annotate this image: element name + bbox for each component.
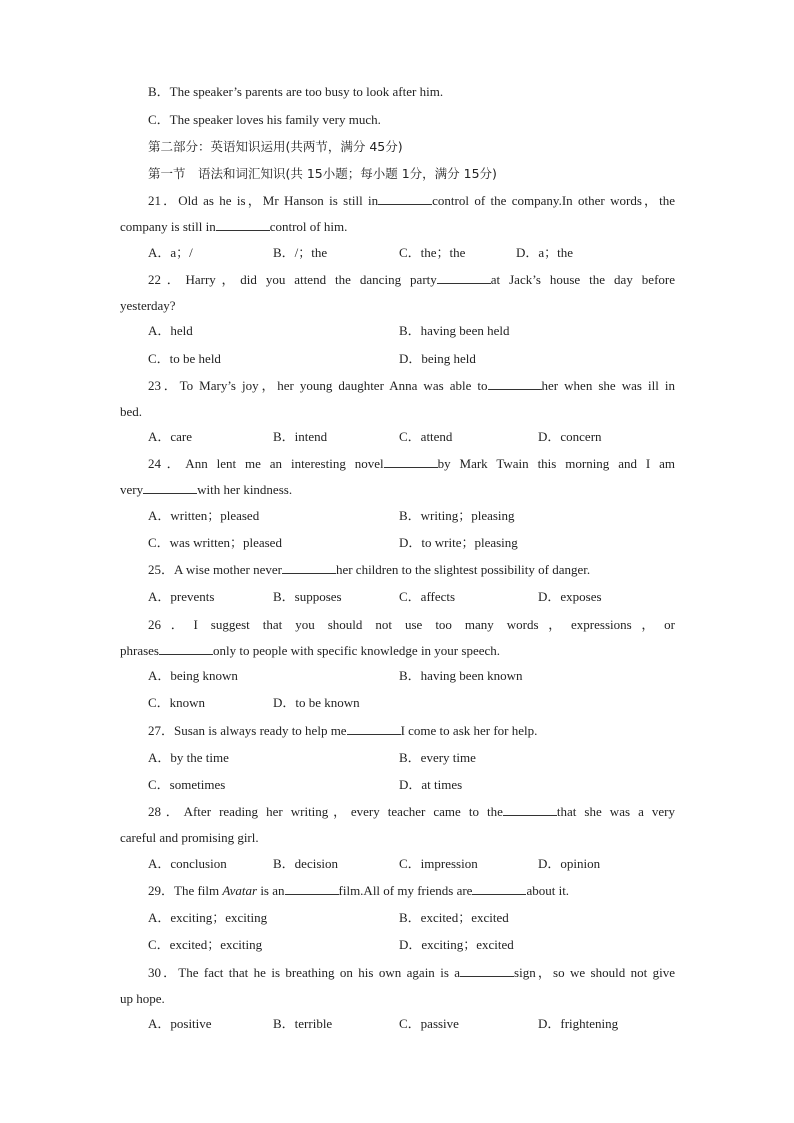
question-text: 23．To Mary’s joy，her young daughter Anna was able to	[148, 378, 488, 393]
option-d: D．at times	[399, 777, 463, 792]
option-d: D．a；the	[516, 245, 574, 260]
option-c: C．impression	[399, 856, 478, 871]
option-a: A．conclusion	[148, 856, 227, 871]
question-text: very	[120, 482, 144, 497]
option-c: C．to be held	[148, 351, 221, 366]
question-text: by Mark Twain this morning and I am	[437, 456, 675, 471]
question-text: at Jack’s house the day before	[490, 272, 675, 287]
question-text: her children to the slightest possibility of danger.	[335, 562, 591, 577]
option-b: B．supposes	[273, 589, 342, 604]
option-c: C．excited；exciting	[148, 937, 263, 952]
option-d: D．concern	[538, 429, 602, 444]
question-text: yesterday?	[120, 298, 176, 313]
question-text: I come to ask her for help.	[400, 723, 538, 738]
question-23-cont	[120, 403, 675, 421]
option-c: C．known	[148, 695, 206, 710]
option-c: C．passive	[399, 1016, 459, 1031]
answer-blank	[216, 218, 270, 231]
answer-blank	[347, 722, 401, 735]
option-d: D．frightening	[538, 1016, 619, 1031]
question-21-cont	[120, 218, 675, 236]
option-c: C．affects	[399, 589, 456, 604]
option-a: A．a；/	[148, 245, 193, 260]
question-27	[148, 722, 675, 740]
option-b: B．every time	[399, 750, 476, 765]
question-21	[148, 192, 675, 210]
option-a: A．written；pleased	[148, 508, 260, 523]
part-heading-text: 第二部分：英语知识运用(共两节，满分 45分)	[148, 139, 403, 154]
answer-blank	[437, 271, 491, 284]
question-text: that she was a very	[556, 804, 675, 819]
answer-blank	[285, 882, 339, 895]
option-a: A．by the time	[148, 750, 229, 765]
question-text: 30．The fact that he is breathing on his own again is a	[148, 965, 461, 980]
question-text: 29．The film	[148, 883, 220, 898]
question-text: 28．After reading her writing，every teacher came to the	[148, 804, 503, 819]
question-text: her when she was ill in	[541, 378, 675, 393]
question-text: 25．A wise mother never	[148, 562, 282, 577]
question-text: control of the company.In other words，the	[432, 193, 675, 208]
section-heading	[148, 165, 675, 183]
question-28-cont	[120, 829, 675, 847]
option-a: A．positive	[148, 1016, 212, 1031]
question-29	[148, 882, 675, 900]
answer-blank	[460, 964, 514, 977]
question-text: bed.	[120, 404, 143, 419]
question-text: careful and promising girl.	[120, 830, 259, 845]
answer-blank	[472, 882, 526, 895]
film-title: Avatar	[222, 883, 258, 898]
question-text: 27．Susan is always ready to help me	[148, 723, 347, 738]
option-d: D．exposes	[538, 589, 602, 604]
question-22	[148, 271, 675, 289]
option-b: B．writing；pleasing	[399, 508, 515, 523]
option-a: A．prevents	[148, 589, 215, 604]
answer-blank	[143, 481, 197, 494]
question-text: 21．Old as he is，Mr Hanson is still in	[148, 193, 379, 208]
question-text: up hope.	[120, 991, 165, 1006]
answer-blank	[488, 377, 542, 390]
option-c: C．the；the	[399, 245, 466, 260]
option-d: D．exciting；excited	[399, 937, 514, 952]
question-text: 24．Ann lent me an interesting novel	[148, 456, 384, 471]
question-text: phrases	[120, 643, 159, 658]
option-b: B．/；the	[273, 245, 328, 260]
option-d: D．being held	[399, 351, 476, 366]
option-b: B．decision	[273, 856, 338, 871]
question-30-cont	[120, 990, 675, 1008]
question-text: only to people with specific knowledge in your speech.	[213, 643, 501, 658]
option-b: B．having been known	[399, 668, 523, 683]
option-text: C．The speaker loves his family very much.	[148, 112, 381, 127]
question-30	[148, 964, 675, 982]
question-text: 26．I suggest that you should not use too many words，expressions，or	[148, 617, 675, 632]
answer-blank	[503, 803, 557, 816]
question-23	[148, 377, 675, 395]
option-b: B．intend	[273, 429, 328, 444]
question-22-cont	[120, 297, 675, 315]
option-a: A．held	[148, 323, 193, 338]
question-26-cont	[120, 642, 675, 660]
option-c: C．attend	[399, 429, 453, 444]
question-26	[148, 616, 675, 634]
answer-blank	[159, 642, 213, 655]
part-heading	[148, 138, 675, 156]
option-d: D．to write；pleasing	[399, 535, 518, 550]
question-24	[148, 455, 675, 473]
question-text: with her kindness.	[197, 482, 293, 497]
option-line	[148, 111, 675, 129]
question-24-cont	[120, 481, 675, 499]
option-b: B．having been held	[399, 323, 510, 338]
section-heading-text: 第一节 语法和词汇知识(共 15小题；每小题 1分，满分 15分)	[148, 166, 497, 181]
option-a: A．exciting；exciting	[148, 910, 268, 925]
question-text: film.All of my friends are	[338, 883, 473, 898]
option-a: A．being known	[148, 668, 238, 683]
question-text: about it.	[526, 883, 570, 898]
question-text: is an	[260, 883, 285, 898]
option-d: D．to be known	[273, 695, 360, 710]
option-line	[148, 83, 675, 101]
question-25	[148, 561, 675, 579]
answer-blank	[282, 561, 336, 574]
option-d: D．opinion	[538, 856, 601, 871]
question-text: 22．Harry，did you attend the dancing party	[148, 272, 437, 287]
answer-blank	[378, 192, 432, 205]
option-c: C．sometimes	[148, 777, 226, 792]
option-c: C．was written；pleased	[148, 535, 282, 550]
answer-blank	[384, 455, 438, 468]
option-a: A．care	[148, 429, 193, 444]
question-28	[148, 803, 675, 821]
option-text: B．The speaker’s parents are too busy to look after him.	[148, 84, 444, 99]
question-text: sign，so we should not give	[514, 965, 675, 980]
question-text: control of him.	[269, 219, 348, 234]
question-text: company is still in	[120, 219, 216, 234]
option-b: B．terrible	[273, 1016, 333, 1031]
option-b: B．excited；excited	[399, 910, 509, 925]
